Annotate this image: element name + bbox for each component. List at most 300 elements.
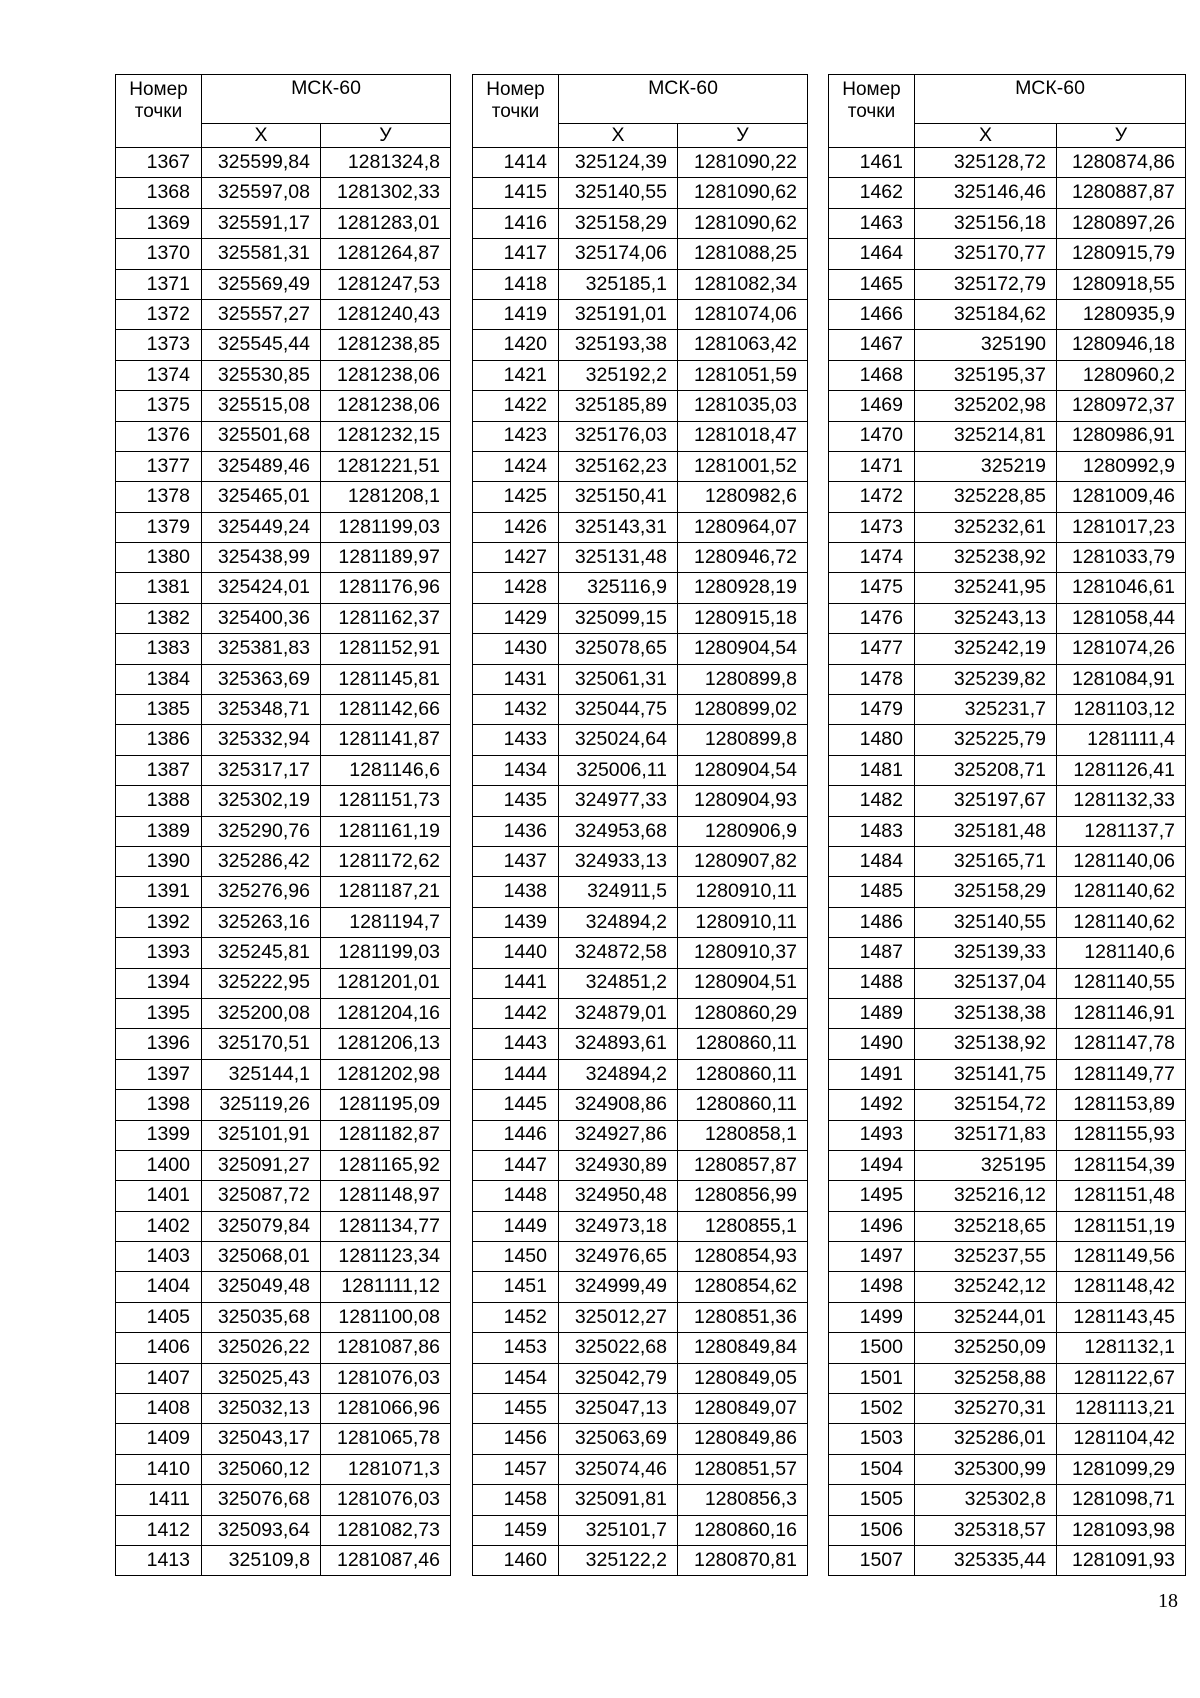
table-row	[116, 846, 451, 876]
table-row	[829, 512, 1186, 542]
x-value: 325162,23	[559, 451, 678, 481]
point-number: 1399	[116, 1120, 202, 1150]
table-row	[829, 269, 1186, 299]
point-number: 1419	[473, 299, 559, 329]
point-number: 1502	[829, 1394, 915, 1424]
table-row	[116, 877, 451, 907]
y-value: 1281063,42	[678, 330, 808, 360]
table-row	[829, 391, 1186, 421]
y-value: 1281001,52	[678, 451, 808, 481]
x-value: 325190	[915, 330, 1057, 360]
table-row	[829, 938, 1186, 968]
y-value: 1281035,03	[678, 391, 808, 421]
x-value: 325074,46	[559, 1454, 678, 1484]
x-value: 325154,72	[915, 1090, 1057, 1120]
table-row	[473, 239, 808, 269]
y-value: 1281058,44	[1057, 603, 1186, 633]
table-row	[116, 421, 451, 451]
x-value: 325025,43	[202, 1363, 321, 1393]
table-row	[473, 1029, 808, 1059]
point-number: 1402	[116, 1211, 202, 1241]
y-value: 1281208,1	[321, 482, 451, 512]
point-number: 1440	[473, 938, 559, 968]
point-number: 1469	[829, 391, 915, 421]
table-row	[829, 148, 1186, 178]
table-row	[116, 1545, 451, 1575]
table-row	[116, 968, 451, 998]
y-value: 1280906,9	[678, 816, 808, 846]
point-number: 1481	[829, 755, 915, 785]
point-number: 1491	[829, 1059, 915, 1089]
y-value: 1281132,1	[1057, 1333, 1186, 1363]
point-number: 1377	[116, 451, 202, 481]
x-value: 325258,88	[915, 1363, 1057, 1393]
y-value: 1280960,2	[1057, 360, 1186, 390]
x-value: 325208,71	[915, 755, 1057, 785]
point-number: 1376	[116, 421, 202, 451]
x-value: 325035,68	[202, 1302, 321, 1332]
point-number: 1438	[473, 877, 559, 907]
table-row	[829, 208, 1186, 238]
table-row	[829, 1454, 1186, 1484]
x-value: 325138,38	[915, 998, 1057, 1028]
x-value: 325061,31	[559, 664, 678, 694]
x-value: 325216,12	[915, 1181, 1057, 1211]
point-number: 1443	[473, 1029, 559, 1059]
y-value: 1281146,6	[321, 755, 451, 785]
point-number: 1371	[116, 269, 202, 299]
table-row	[473, 907, 808, 937]
table-row	[829, 1363, 1186, 1393]
y-value: 1281017,23	[1057, 512, 1186, 542]
y-value: 1281141,87	[321, 725, 451, 755]
y-value: 1280854,93	[678, 1242, 808, 1272]
y-value: 1281018,47	[678, 421, 808, 451]
point-number: 1410	[116, 1454, 202, 1484]
y-value: 1280860,16	[678, 1515, 808, 1545]
table-row	[473, 664, 808, 694]
table-row	[116, 1120, 451, 1150]
point-number: 1489	[829, 998, 915, 1028]
y-value: 1281082,73	[321, 1515, 451, 1545]
y-value: 1281155,93	[1057, 1120, 1186, 1150]
x-value: 325101,91	[202, 1120, 321, 1150]
y-value: 1280904,93	[678, 786, 808, 816]
table-row	[473, 1150, 808, 1180]
x-value: 324894,2	[559, 907, 678, 937]
x-value: 325184,62	[915, 299, 1057, 329]
x-value: 324973,18	[559, 1211, 678, 1241]
y-value: 1280935,9	[1057, 299, 1186, 329]
point-number: 1445	[473, 1090, 559, 1120]
table-row	[116, 299, 451, 329]
y-value: 1281154,39	[1057, 1150, 1186, 1180]
y-value: 1280899,8	[678, 664, 808, 694]
point-number: 1463	[829, 208, 915, 238]
x-value: 325124,39	[559, 148, 678, 178]
y-value: 1281202,98	[321, 1059, 451, 1089]
y-value: 1280986,91	[1057, 421, 1186, 451]
point-number: 1436	[473, 816, 559, 846]
point-number: 1398	[116, 1090, 202, 1120]
table-row	[116, 1394, 451, 1424]
table-row	[473, 360, 808, 390]
table-row	[829, 1211, 1186, 1241]
point-number: 1393	[116, 938, 202, 968]
point-number: 1484	[829, 846, 915, 876]
y-value: 1280946,72	[678, 543, 808, 573]
table-row	[116, 725, 451, 755]
y-value: 1281140,6	[1057, 938, 1186, 968]
x-value: 324908,86	[559, 1090, 678, 1120]
table-row	[829, 178, 1186, 208]
table-row	[473, 573, 808, 603]
point-number: 1471	[829, 451, 915, 481]
x-value: 325122,2	[559, 1545, 678, 1575]
y-value: 1281201,01	[321, 968, 451, 998]
x-value: 325501,68	[202, 421, 321, 451]
point-number: 1453	[473, 1333, 559, 1363]
table-row	[829, 968, 1186, 998]
point-number: 1381	[116, 573, 202, 603]
table-row	[829, 1424, 1186, 1454]
point-number: 1456	[473, 1424, 559, 1454]
x-value: 325348,71	[202, 695, 321, 725]
y-value: 1281146,91	[1057, 998, 1186, 1028]
table-row	[116, 1181, 451, 1211]
y-value: 1281195,09	[321, 1090, 451, 1120]
point-number: 1411	[116, 1485, 202, 1515]
table-row	[116, 664, 451, 694]
table-row	[829, 360, 1186, 390]
y-value: 1281182,87	[321, 1120, 451, 1150]
point-number: 1367	[116, 148, 202, 178]
point-number: 1501	[829, 1363, 915, 1393]
table-row	[829, 1150, 1186, 1180]
point-number: 1384	[116, 664, 202, 694]
table-row	[473, 543, 808, 573]
table-row	[473, 695, 808, 725]
y-value: 1281204,16	[321, 998, 451, 1028]
coordinate-tables	[115, 74, 1185, 1574]
x-value: 325242,12	[915, 1272, 1057, 1302]
point-number: 1485	[829, 877, 915, 907]
x-value: 325438,99	[202, 543, 321, 573]
x-value: 324911,5	[559, 877, 678, 907]
x-value: 325150,41	[559, 482, 678, 512]
y-value: 1280860,11	[678, 1090, 808, 1120]
x-value: 325591,17	[202, 208, 321, 238]
y-value: 1281009,46	[1057, 482, 1186, 512]
table-row	[829, 786, 1186, 816]
table-row	[116, 1363, 451, 1393]
table-row	[829, 1090, 1186, 1120]
y-value: 1281111,12	[321, 1272, 451, 1302]
table-row	[116, 178, 451, 208]
y-value: 1280849,86	[678, 1424, 808, 1454]
table-row	[116, 360, 451, 390]
point-number: 1431	[473, 664, 559, 694]
table-row	[473, 330, 808, 360]
y-value: 1281264,87	[321, 239, 451, 269]
y-value: 1280972,37	[1057, 391, 1186, 421]
y-value: 1281111,4	[1057, 725, 1186, 755]
table-row	[829, 239, 1186, 269]
point-number: 1379	[116, 512, 202, 542]
x-value: 325286,42	[202, 846, 321, 876]
point-number-header: Номер точки	[829, 75, 915, 148]
table-row	[473, 269, 808, 299]
point-number: 1420	[473, 330, 559, 360]
x-value: 325022,68	[559, 1333, 678, 1363]
y-value: 1280910,11	[678, 907, 808, 937]
table-row	[473, 451, 808, 481]
table-row	[473, 1211, 808, 1241]
table-row	[473, 1454, 808, 1484]
x-value: 325063,69	[559, 1424, 678, 1454]
table-row	[116, 786, 451, 816]
x-value: 325218,65	[915, 1211, 1057, 1241]
x-value: 325047,13	[559, 1394, 678, 1424]
x-value: 325101,7	[559, 1515, 678, 1545]
y-value: 1280928,19	[678, 573, 808, 603]
x-value: 325158,29	[915, 877, 1057, 907]
table-row	[473, 1272, 808, 1302]
point-number: 1422	[473, 391, 559, 421]
table-row	[473, 512, 808, 542]
point-number: 1437	[473, 846, 559, 876]
x-value: 325170,51	[202, 1029, 321, 1059]
point-number: 1475	[829, 573, 915, 603]
x-value: 325158,29	[559, 208, 678, 238]
point-number: 1507	[829, 1545, 915, 1575]
x-value: 325024,64	[559, 725, 678, 755]
y-value: 1280856,3	[678, 1485, 808, 1515]
x-value: 325530,85	[202, 360, 321, 390]
x-value: 325250,09	[915, 1333, 1057, 1363]
point-number: 1395	[116, 998, 202, 1028]
point-number: 1498	[829, 1272, 915, 1302]
table-row	[829, 755, 1186, 785]
x-value: 325171,83	[915, 1120, 1057, 1150]
x-value: 325225,79	[915, 725, 1057, 755]
x-value: 325191,01	[559, 299, 678, 329]
y-value: 1280915,79	[1057, 239, 1186, 269]
y-value: 1281221,51	[321, 451, 451, 481]
point-number: 1387	[116, 755, 202, 785]
x-value: 325449,24	[202, 512, 321, 542]
point-number: 1424	[473, 451, 559, 481]
x-value: 325242,19	[915, 634, 1057, 664]
x-value: 325363,69	[202, 664, 321, 694]
point-number: 1488	[829, 968, 915, 998]
table-row	[473, 755, 808, 785]
point-number: 1465	[829, 269, 915, 299]
y-value: 1281149,56	[1057, 1242, 1186, 1272]
coordinate-table-1	[115, 74, 451, 1576]
point-number: 1373	[116, 330, 202, 360]
x-value: 325044,75	[559, 695, 678, 725]
table-row	[473, 178, 808, 208]
point-number: 1383	[116, 634, 202, 664]
point-number: 1500	[829, 1333, 915, 1363]
point-number: 1391	[116, 877, 202, 907]
table-row	[829, 330, 1186, 360]
x-value: 325165,71	[915, 846, 1057, 876]
y-value: 1280992,9	[1057, 451, 1186, 481]
y-value: 1281090,62	[678, 208, 808, 238]
y-value: 1281090,62	[678, 178, 808, 208]
point-number: 1477	[829, 634, 915, 664]
table-row	[473, 786, 808, 816]
table-row	[473, 208, 808, 238]
point-number: 1397	[116, 1059, 202, 1089]
table-row	[829, 603, 1186, 633]
table-row	[473, 1363, 808, 1393]
y-value: 1280899,02	[678, 695, 808, 725]
y-value: 1281082,34	[678, 269, 808, 299]
point-number: 1467	[829, 330, 915, 360]
table-row	[829, 299, 1186, 329]
x-value: 325006,11	[559, 755, 678, 785]
point-number: 1496	[829, 1211, 915, 1241]
point-number: 1434	[473, 755, 559, 785]
table-row	[473, 421, 808, 451]
x-value: 325545,44	[202, 330, 321, 360]
table-row	[829, 1333, 1186, 1363]
x-value: 325241,95	[915, 573, 1057, 603]
y-value: 1280854,62	[678, 1272, 808, 1302]
x-value: 325076,68	[202, 1485, 321, 1515]
y-value: 1281172,62	[321, 846, 451, 876]
point-number: 1472	[829, 482, 915, 512]
table-row	[829, 877, 1186, 907]
x-value: 325245,81	[202, 938, 321, 968]
y-value: 1281151,48	[1057, 1181, 1186, 1211]
point-number: 1462	[829, 178, 915, 208]
y-value: 1281134,77	[321, 1211, 451, 1241]
x-value: 325087,72	[202, 1181, 321, 1211]
table-row	[829, 695, 1186, 725]
y-value: 1281100,08	[321, 1302, 451, 1332]
x-value: 325569,49	[202, 269, 321, 299]
x-value: 325156,18	[915, 208, 1057, 238]
x-value: 325091,81	[559, 1485, 678, 1515]
x-value: 325172,79	[915, 269, 1057, 299]
point-number: 1442	[473, 998, 559, 1028]
table-row	[116, 148, 451, 178]
point-number: 1504	[829, 1454, 915, 1484]
table-row	[473, 725, 808, 755]
point-number: 1385	[116, 695, 202, 725]
y-value: 1281302,33	[321, 178, 451, 208]
y-value: 1280858,1	[678, 1120, 808, 1150]
table-row	[473, 877, 808, 907]
point-number: 1396	[116, 1029, 202, 1059]
point-number: 1459	[473, 1515, 559, 1545]
point-number: 1425	[473, 482, 559, 512]
table-row	[829, 907, 1186, 937]
table-row	[473, 938, 808, 968]
x-value: 324950,48	[559, 1181, 678, 1211]
x-value: 325139,33	[915, 938, 1057, 968]
x-value: 324893,61	[559, 1029, 678, 1059]
table-row	[829, 573, 1186, 603]
table-row	[473, 634, 808, 664]
y-value: 1280904,51	[678, 968, 808, 998]
x-value: 325091,27	[202, 1150, 321, 1180]
point-number: 1455	[473, 1394, 559, 1424]
y-value: 1280860,11	[678, 1029, 808, 1059]
x-value: 324894,2	[559, 1059, 678, 1089]
table-row	[116, 1424, 451, 1454]
x-value: 325228,85	[915, 482, 1057, 512]
x-value: 324933,13	[559, 846, 678, 876]
point-number-header: Номер точки	[473, 75, 559, 148]
y-value: 1280874,86	[1057, 148, 1186, 178]
x-value: 325143,31	[559, 512, 678, 542]
y-value: 1280918,55	[1057, 269, 1186, 299]
table-row	[473, 1302, 808, 1332]
y-value: 1281140,55	[1057, 968, 1186, 998]
point-number: 1426	[473, 512, 559, 542]
table-row	[829, 846, 1186, 876]
x-value: 325144,1	[202, 1059, 321, 1089]
table-row	[829, 816, 1186, 846]
x-header: X	[202, 124, 321, 148]
table-row	[829, 1242, 1186, 1272]
x-value: 325231,7	[915, 695, 1057, 725]
y-value: 1281151,19	[1057, 1211, 1186, 1241]
table-row	[116, 482, 451, 512]
y-value: 1281051,59	[678, 360, 808, 390]
table-row	[473, 998, 808, 1028]
table-row	[116, 603, 451, 633]
point-number: 1451	[473, 1272, 559, 1302]
x-value: 325465,01	[202, 482, 321, 512]
y-value: 1281103,12	[1057, 695, 1186, 725]
table-row	[473, 1120, 808, 1150]
table-row	[829, 664, 1186, 694]
point-number: 1478	[829, 664, 915, 694]
x-value: 325263,16	[202, 907, 321, 937]
y-value: 1281074,26	[1057, 634, 1186, 664]
table-row	[473, 1090, 808, 1120]
table-header-row	[116, 75, 451, 124]
point-number: 1506	[829, 1515, 915, 1545]
x-value: 325119,26	[202, 1090, 321, 1120]
x-value: 324872,58	[559, 938, 678, 968]
y-value: 1280907,82	[678, 846, 808, 876]
x-value: 325068,01	[202, 1242, 321, 1272]
x-value: 325200,08	[202, 998, 321, 1028]
x-value: 325093,64	[202, 1515, 321, 1545]
table-row	[473, 1181, 808, 1211]
table-row	[116, 1333, 451, 1363]
y-value: 1281199,03	[321, 512, 451, 542]
table-row	[473, 391, 808, 421]
table-row	[116, 330, 451, 360]
table-row	[116, 1242, 451, 1272]
x-value: 325049,48	[202, 1272, 321, 1302]
x-value: 325138,92	[915, 1029, 1057, 1059]
y-value: 1281238,06	[321, 391, 451, 421]
y-value: 1281153,89	[1057, 1090, 1186, 1120]
table-row	[116, 816, 451, 846]
y-header: У	[1057, 124, 1186, 148]
x-value: 325192,2	[559, 360, 678, 390]
point-number: 1447	[473, 1150, 559, 1180]
